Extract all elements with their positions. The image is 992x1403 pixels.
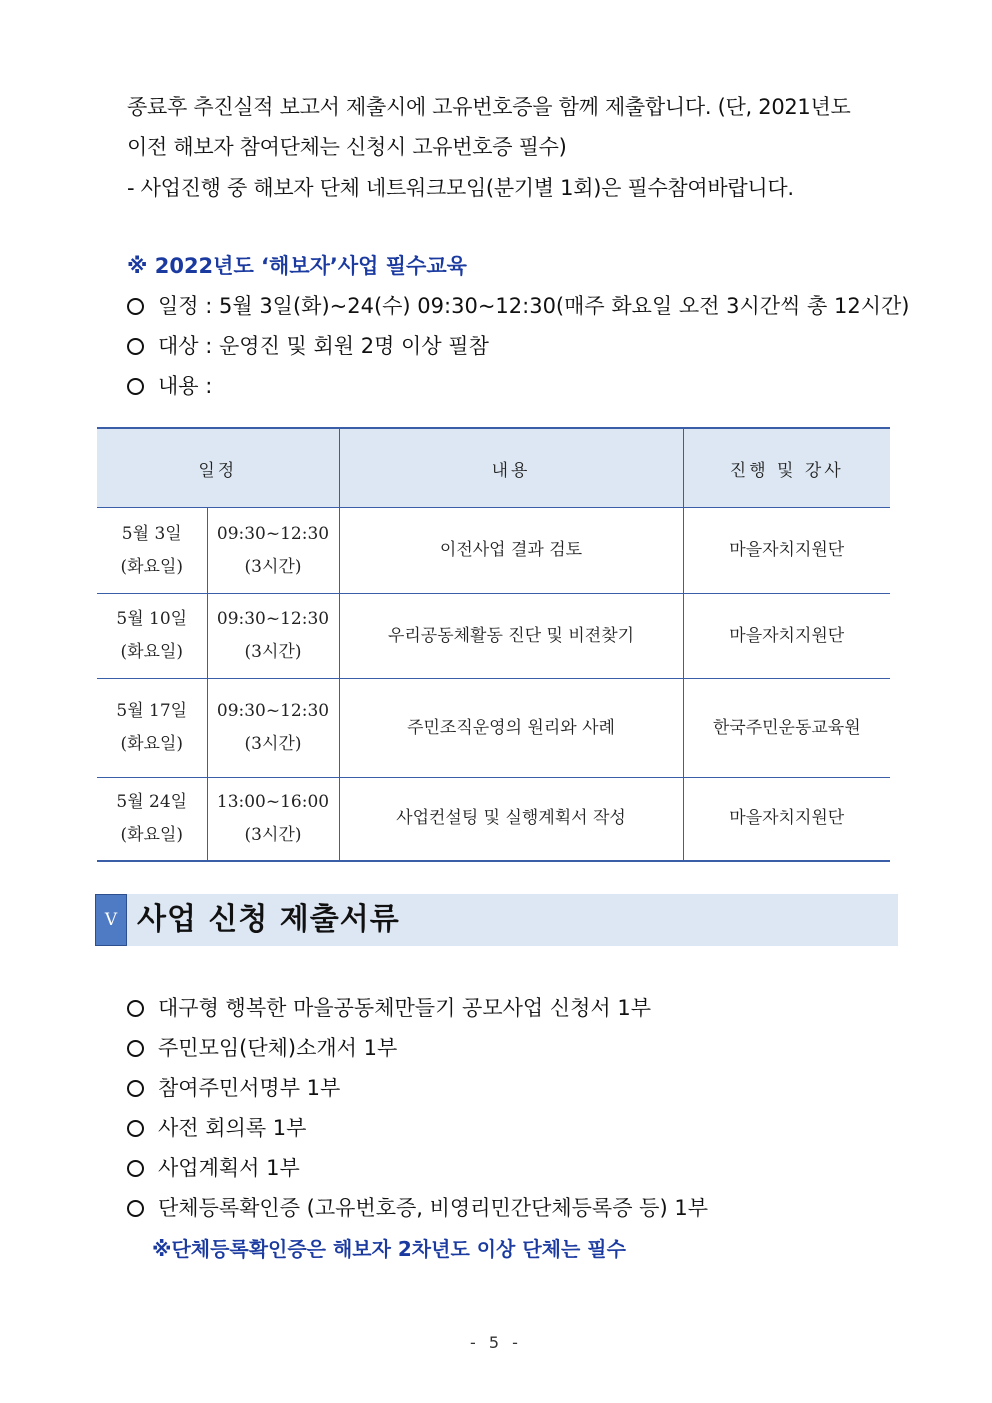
circle-bullet-icon <box>127 378 144 395</box>
header-schedule: 일정 <box>97 428 339 508</box>
time-cell: 09:30~12:30 (3시간) <box>207 679 339 778</box>
document-item <box>127 1073 340 1103</box>
intro-line-2: 이전 해보자 참여단체는 신청시 고유번호증 필수) <box>127 135 567 159</box>
circle-bullet-icon <box>127 1200 144 1217</box>
document-item-label: 사업계획서 1부 <box>158 1156 300 1180</box>
date-cell: 5월 3일 (화요일) <box>97 508 207 594</box>
intro-line-3: - 사업진행 중 해보자 단체 네트워크모임(분기별 1회)은 필수참여바랍니다. <box>127 176 794 200</box>
circle-bullet-icon <box>127 338 144 355</box>
document-item <box>127 1193 708 1223</box>
date-cell: 5월 24일 (화요일) <box>97 778 207 861</box>
table-row <box>97 594 890 679</box>
document-item <box>127 1033 397 1063</box>
time-cell: 09:30~12:30 (3시간) <box>207 594 339 679</box>
document-item-label: 대구형 행복한 마을공동체만들기 공모사업 신청서 1부 <box>158 996 652 1020</box>
intro-line-1: 종료후 추진실적 보고서 제출시에 고유번호증을 함께 제출합니다. (단, 2021년도 <box>127 95 851 119</box>
table-row <box>97 778 890 861</box>
instructor-cell: 한국주민운동교육원 <box>683 679 890 778</box>
instructor-cell: 마을자치지원단 <box>683 508 890 594</box>
document-item-label: 사전 회의록 1부 <box>158 1116 307 1140</box>
time-cell: 13:00~16:00 (3시간) <box>207 778 339 861</box>
table-row <box>97 679 890 778</box>
content-cell: 우리공동체활동 진단 및 비젼찾기 <box>339 594 683 679</box>
education-bullet <box>127 291 910 321</box>
circle-bullet-icon <box>127 298 144 315</box>
education-schedule: 일정 : 5월 3일(화)~24(수) 09:30~12:30(매주 화요일 오전 3시간씩 총 12시간) <box>158 294 910 318</box>
date-cell: 5월 17일 (화요일) <box>97 679 207 778</box>
document-item-label: 참여주민서명부 1부 <box>158 1076 341 1100</box>
instructor-cell: 마을자치지원단 <box>683 778 890 861</box>
circle-bullet-icon <box>127 1160 144 1177</box>
date-cell: 5월 10일 (화요일) <box>97 594 207 679</box>
page-number: - 5 - <box>470 1333 522 1352</box>
document-item-label: 주민모임(단체)소개서 1부 <box>158 1036 398 1060</box>
registration-note: ※단체등록확인증은 해보자 2차년도 이상 단체는 필수 <box>152 1237 626 1261</box>
education-bullet <box>127 331 489 361</box>
instructor-cell: 마을자치지원단 <box>683 594 890 679</box>
document-item <box>127 1153 300 1183</box>
education-content-label: 내용 : <box>158 374 213 398</box>
document-item <box>127 1113 306 1143</box>
section-title: 사업 신청 제출서류 <box>137 902 400 937</box>
circle-bullet-icon <box>127 1040 144 1057</box>
time-cell: 09:30~12:30 (3시간) <box>207 508 339 594</box>
content-cell: 사업컨설팅 및 실행계획서 작성 <box>339 778 683 861</box>
content-cell: 주민조직운영의 원리와 사례 <box>339 679 683 778</box>
header-content: 내용 <box>339 428 683 508</box>
circle-bullet-icon <box>127 1080 144 1097</box>
circle-bullet-icon <box>127 1000 144 1017</box>
content-cell: 이전사업 결과 검토 <box>339 508 683 594</box>
education-target: 대상 : 운영진 및 회원 2명 이상 필참 <box>158 334 489 358</box>
schedule-table <box>97 427 890 862</box>
table-header-row <box>97 428 890 508</box>
education-bullet <box>127 371 212 401</box>
circle-bullet-icon <box>127 1120 144 1137</box>
document-item-label: 단체등록확인증 (고유번호증, 비영리민간단체등록증 등) 1부 <box>158 1196 708 1220</box>
section-number: V <box>95 894 127 946</box>
table-row <box>97 508 890 594</box>
document-item <box>127 993 651 1023</box>
education-heading: ※ 2022년도 ‘해보자’사업 필수교육 <box>127 254 467 278</box>
header-instructor: 진행 및 강사 <box>683 428 890 508</box>
